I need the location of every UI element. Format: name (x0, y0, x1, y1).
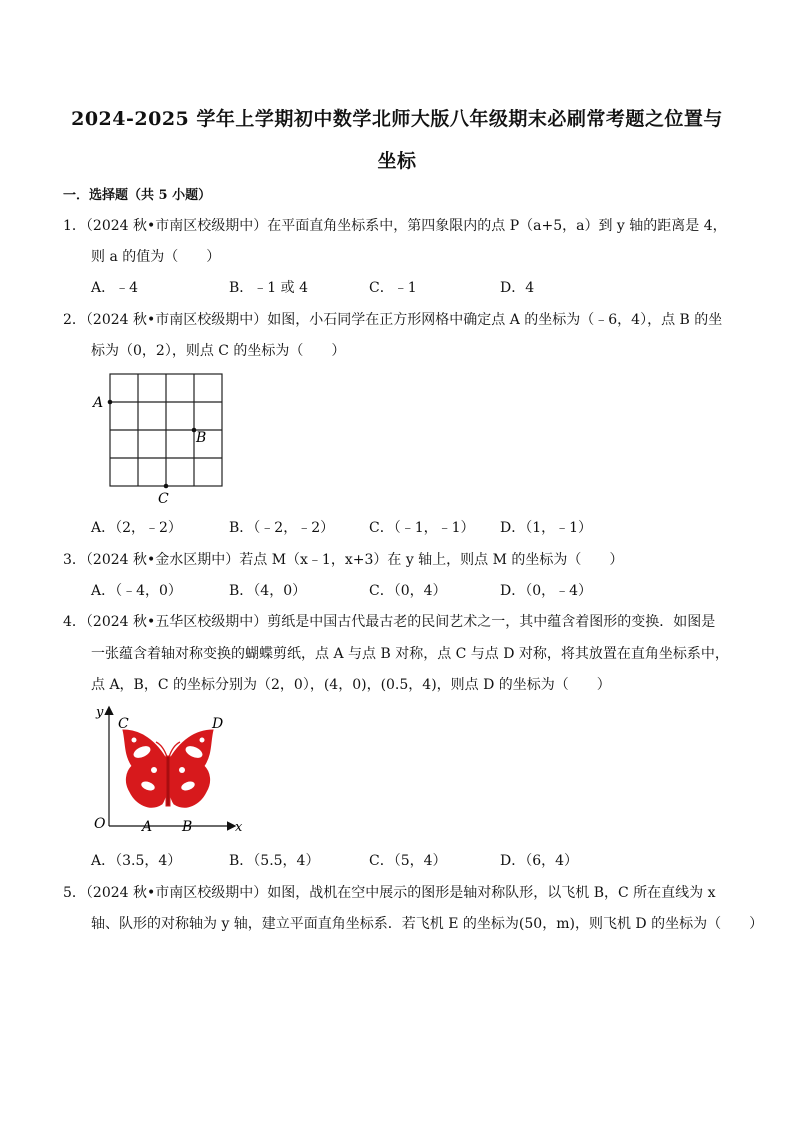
label-b: B (182, 819, 193, 835)
q3-line-1: 3．（2024 秋•金水区期中）若点 M（x﹣1，x+3）在 y 轴上，则点 M 的坐标为（ ） (63, 552, 624, 568)
q1-line-1: 1．（2024 秋•市南区校级期中）在平面直角坐标系中，第四象限内的点 P（a+5，a）到 y 轴的距离是 4， (63, 218, 727, 234)
q1-option-a: A．﹣4 (91, 280, 139, 296)
q4-line-2: 一张蕴含着轴对称变换的蝴蝶剪纸，点 A 与点 B 对称，点 C 与点 D 对称，将其放置在直角坐标系中， (91, 646, 729, 662)
q4-option-c: C．（5，4） (369, 853, 447, 869)
label-y: y (96, 705, 104, 720)
q2-line-2: 标为（0，2），则点 C 的坐标为（ ） (91, 343, 346, 359)
q2-option-b: B．（﹣2，﹣2） (229, 520, 335, 536)
title-line-2: 坐标 (377, 150, 417, 172)
label-b: B (196, 430, 207, 446)
q5-line-1: 5．（2024 秋•市南区校级期中）如图，战机在空中展示的图形是轴对称队形，以飞机 B，C 所在直线为 x (63, 885, 716, 901)
q3-option-d: D．（0，﹣4） (500, 583, 593, 599)
q2-grid-figure (88, 365, 238, 510)
section-heading: 一．选择题（共 5 小题） (63, 188, 212, 203)
label-d: D (212, 716, 224, 732)
label-o: O (94, 816, 106, 832)
point-a (108, 400, 113, 405)
label-a: A (93, 395, 104, 411)
label-x: x (235, 820, 243, 835)
label-c: C (158, 491, 169, 507)
q4-option-a: A．（3.5，4） (91, 853, 182, 869)
q2-option-a: A．（2，﹣2） (91, 520, 182, 536)
q5-line-2: 轴、队形的对称轴为 y 轴，建立平面直角坐标系．若飞机 E 的坐标为(50，m)，则飞机 D 的坐标为（ ） (91, 916, 764, 932)
q4-line-1: 4．（2024 秋•五华区校级期中）剪纸是中国古代最古老的民间艺术之一，其中蕴含着图形的变换．如图是 (63, 614, 716, 630)
point-c (164, 484, 169, 489)
q1-option-b: B．﹣1 或 4 (229, 280, 309, 296)
q3-option-c: C．（0，4） (369, 583, 447, 599)
label-a: A (142, 819, 153, 835)
q2-option-c: C．（﹣1，﹣1） (369, 520, 475, 536)
q4-option-d: D．（6，4） (500, 853, 579, 869)
q1-option-d: D．4 (500, 280, 535, 296)
q3-option-b: B．（4，0） (229, 583, 307, 599)
butterfly-icon (123, 730, 213, 807)
q2-option-d: D．（1，﹣1） (500, 520, 593, 536)
q1-option-c: C．﹣1 (369, 280, 417, 296)
q4-butterfly-figure (88, 700, 258, 840)
q4-line-3: 点 A，B，C 的坐标分别为（2，0），(4，0)，(0.5，4)，则点 D 的坐标为（ ） (91, 677, 611, 693)
q1-line-2: 则 a 的值为（ ） (91, 249, 221, 265)
label-c: C (118, 716, 129, 732)
q2-line-1: 2．（2024 秋•市南区校级期中）如图，小石同学在正方形网格中确定点 A 的坐标为（﹣6，4），点 B 的坐 (63, 312, 723, 328)
q3-option-a: A．（﹣4，0） (91, 583, 182, 599)
title-line-1: 2024-2025 学年上学期初中数学北师大版八年级期末必刷常考题之位置与 (71, 108, 723, 130)
q4-option-b: B．（5.5，4） (229, 853, 320, 869)
